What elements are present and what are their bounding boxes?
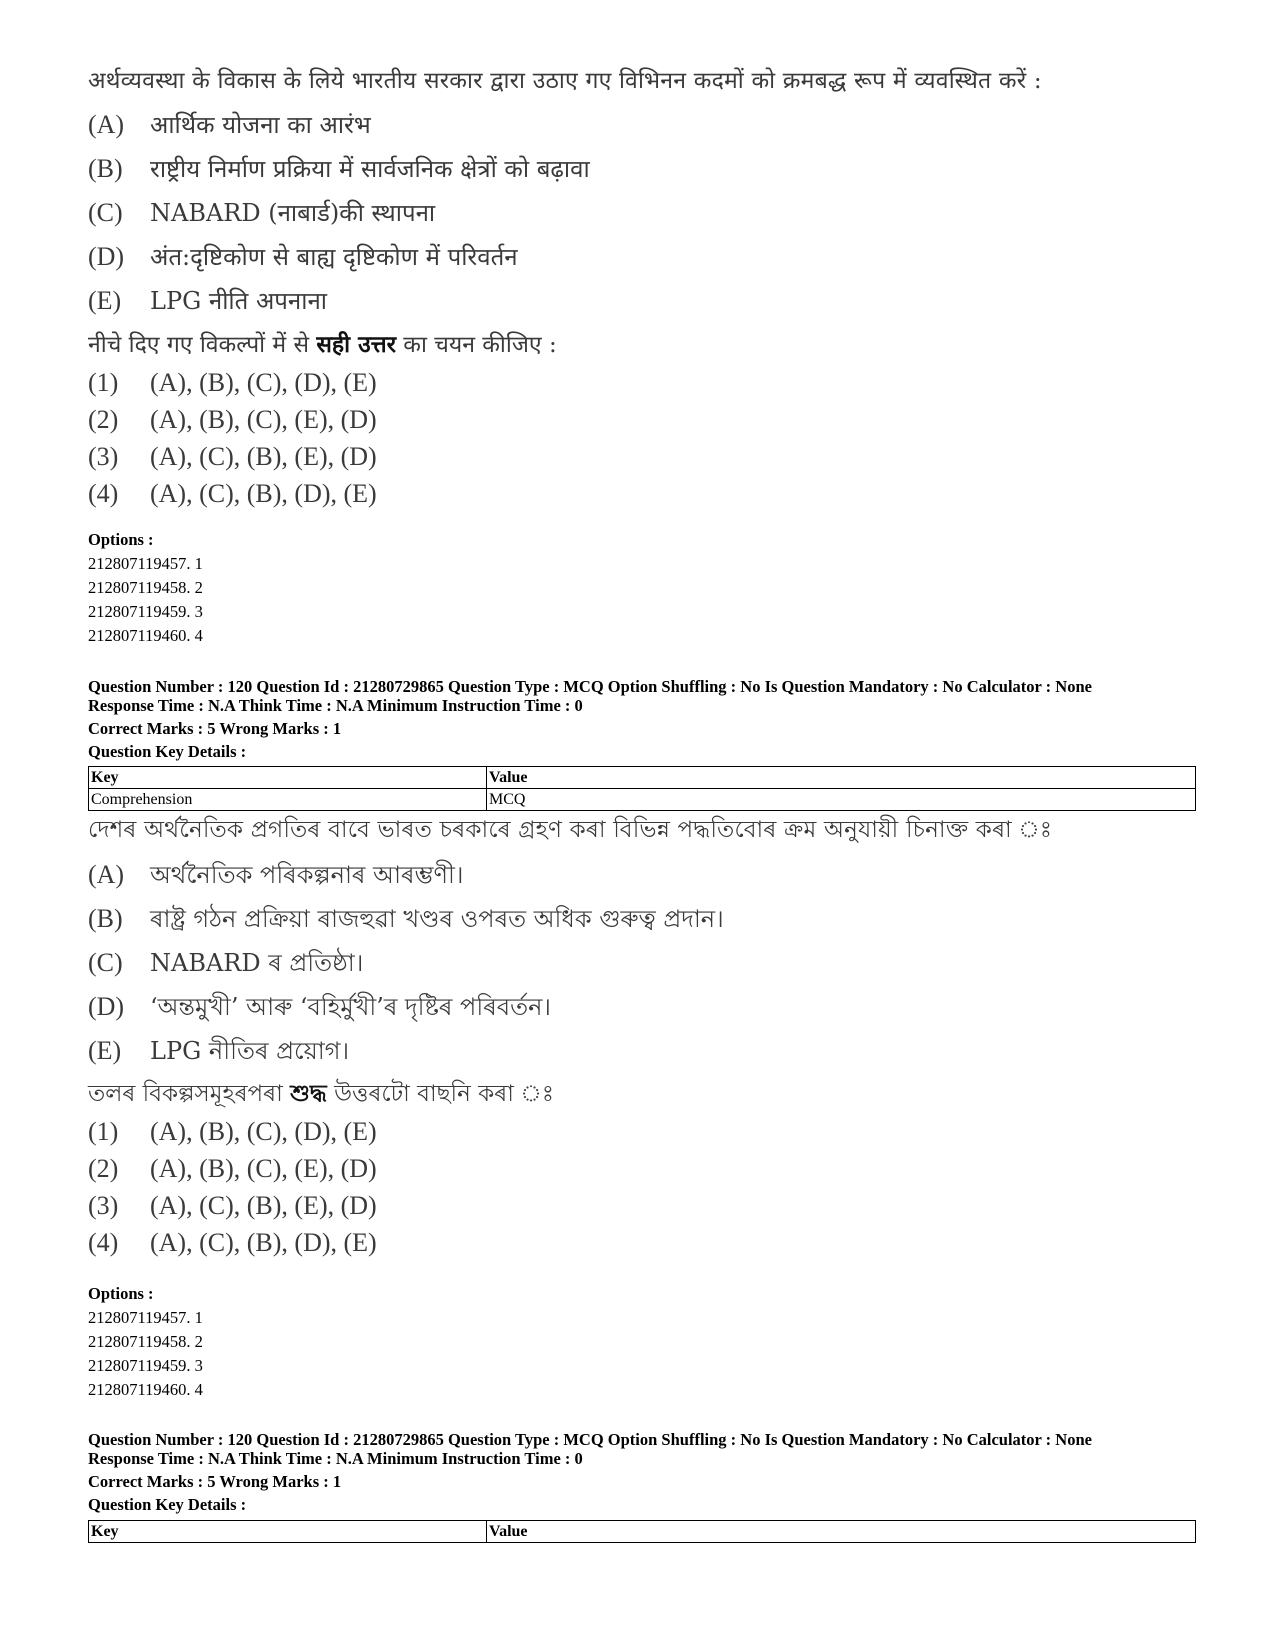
statement-item: (C) NABARD ৰ প্ৰতিষ্ঠা। bbox=[88, 948, 364, 977]
table-header-value: Value bbox=[487, 767, 1196, 789]
table-header-key: Key bbox=[89, 767, 487, 789]
table-header-row bbox=[89, 767, 1196, 789]
table-row bbox=[89, 789, 1196, 811]
answer-choice: (3) (A), (C), (B), (E), (D) bbox=[88, 442, 377, 471]
answer-choice: (3) (A), (C), (B), (E), (D) bbox=[88, 1191, 377, 1220]
question-image-assamese bbox=[88, 815, 1052, 1265]
statement-item: (C) NABARD (नाबार्ड)की स्थापना bbox=[88, 198, 436, 227]
key-details-title: Question Key Details : bbox=[88, 1495, 247, 1514]
statement-item: (E) LPG नीति अपनाना bbox=[88, 286, 327, 315]
question-info-line: Question Number : 120 Question Id : 21280729865 Question Type : MCQ Option Shuffling : No Is Question Mandatory : No Calculator : None bbox=[88, 1430, 1092, 1449]
key-details-title: Question Key Details : bbox=[88, 742, 247, 761]
options-title: Options : bbox=[88, 1284, 154, 1303]
question-image-hindi bbox=[88, 66, 1042, 516]
option-id: 212807119458. 2 bbox=[88, 1332, 203, 1351]
statement-item: (B) राष्ट्रीय निर्माण प्रक्रिया में सार्वजनिक क्षेत्रों को बढ़ावा bbox=[88, 154, 590, 183]
marks-line: Correct Marks : 5 Wrong Marks : 1 bbox=[88, 719, 342, 738]
statement-item: (A) অৰ্থনৈতিক পৰিকল্পনাৰ আৰম্ভণী। bbox=[88, 860, 464, 889]
statement-item: (A) आर्थिक योजना का आरंभ bbox=[88, 110, 371, 139]
table-cell: Comprehension bbox=[89, 789, 487, 811]
answer-choice: (1) (A), (B), (C), (D), (E) bbox=[88, 1117, 377, 1146]
table-header-value: Value bbox=[487, 1521, 1196, 1543]
question-info-line: Question Number : 120 Question Id : 21280729865 Question Type : MCQ Option Shuffling : No Is Question Mandatory : No Calculator : None bbox=[88, 677, 1092, 696]
question-metadata bbox=[88, 1430, 1188, 1514]
question-stem: দেশৰ অৰ্থনৈতিক প্ৰগতিৰ বাবে ভাৰত চৰকাৰে গ্ৰহণ কৰা বিভিন্ন পদ্ধতিবোৰ ক্ৰম অনুযায়ী চিনাক্ত কৰা ঃ bbox=[88, 817, 1053, 843]
question-key-table bbox=[88, 766, 1196, 811]
answer-choice: (1) (A), (B), (C), (D), (E) bbox=[88, 368, 377, 397]
option-id: 212807119460. 4 bbox=[88, 1380, 203, 1399]
options-title: Options : bbox=[88, 530, 154, 549]
response-time-line: Response Time : N.A Think Time : N.A Minimum Instruction Time : 0 bbox=[88, 1449, 583, 1468]
table-header-key: Key bbox=[89, 1521, 487, 1543]
options-list bbox=[88, 1282, 203, 1402]
choose-instruction: नीचे दिए गए विकल्पों में से सही उत्तर का चयन कीजिए : bbox=[88, 331, 557, 358]
option-id: 212807119460. 4 bbox=[88, 626, 203, 645]
marks-line: Correct Marks : 5 Wrong Marks : 1 bbox=[88, 1472, 342, 1491]
options-list bbox=[88, 528, 203, 648]
answer-choice: (2) (A), (B), (C), (E), (D) bbox=[88, 405, 377, 434]
response-time-line: Response Time : N.A Think Time : N.A Minimum Instruction Time : 0 bbox=[88, 696, 583, 715]
table-cell: MCQ bbox=[487, 789, 1196, 811]
answer-choice: (4) (A), (C), (B), (D), (E) bbox=[88, 1228, 377, 1257]
option-id: 212807119457. 1 bbox=[88, 1308, 203, 1327]
statement-item: (D) अंत:दृष्टिकोण से बाह्य दृष्टिकोण में परिवर्तन bbox=[88, 242, 518, 271]
question-stem: अर्थव्यवस्था के विकास के लिये भारतीय सरकार द्वारा उठाए गए विभिनन कदमों को क्रमबद्ध रूप में व्यवस्थित करें : bbox=[88, 68, 1042, 94]
question-metadata bbox=[88, 677, 1188, 761]
option-id: 212807119458. 2 bbox=[88, 578, 203, 597]
option-id: 212807119457. 1 bbox=[88, 554, 203, 573]
question-key-table bbox=[88, 1520, 1196, 1543]
answer-choice: (2) (A), (B), (C), (E), (D) bbox=[88, 1154, 377, 1183]
statement-item: (E) LPG নীতিৰ প্ৰয়োগ। bbox=[88, 1036, 350, 1065]
statement-item: (D) ‘অন্তমুখী’ আৰু ‘বহিৰ্মুখী’ৰ দৃষ্টিৰ পৰিবৰ্তন। bbox=[88, 992, 551, 1021]
statement-item: (B) ৰাষ্ট্ৰ গঠন প্ৰক্ৰিয়া ৰাজহুৱা খণ্ডৰ ওপৰত অধিক গুৰুত্ব প্ৰদান। bbox=[88, 904, 724, 933]
table-header-row bbox=[89, 1521, 1196, 1543]
option-id: 212807119459. 3 bbox=[88, 1356, 203, 1375]
answer-choice: (4) (A), (C), (B), (D), (E) bbox=[88, 479, 377, 508]
option-id: 212807119459. 3 bbox=[88, 602, 203, 621]
choose-instruction: তলৰ বিকল্পসমূহৰপৰা শুদ্ধ উত্তৰটো বাছনি কৰা ঃ bbox=[88, 1080, 555, 1107]
